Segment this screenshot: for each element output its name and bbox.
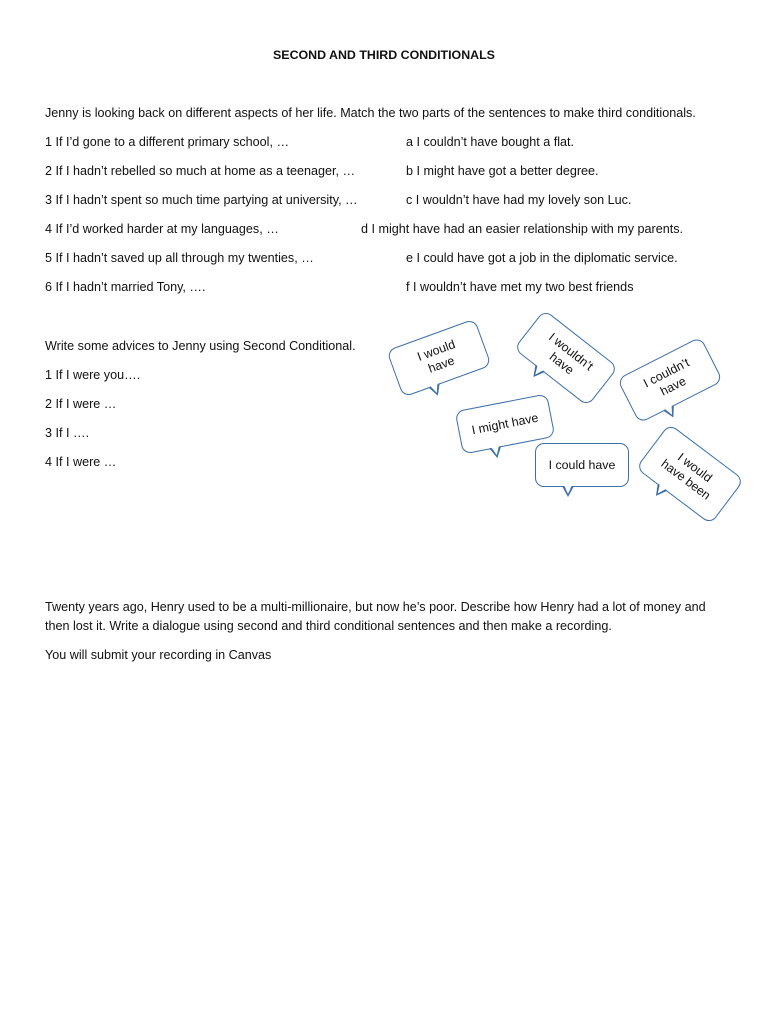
speech-bubble-couldnt-have — [617, 336, 723, 423]
speech-bubble-label: I couldn’t have — [641, 355, 692, 399]
exercise2-instructions: Write some advices to Jenny using Second Conditional. — [45, 339, 356, 353]
sentence-end-c: c I wouldn’t have had my lovely son Luc. — [406, 193, 632, 207]
speech-bubble-could-have — [535, 443, 629, 487]
sentence-start-6: 6 If I hadn’t married Tony, …. — [45, 280, 206, 294]
sentence-end-b: b I might have got a better degree. — [406, 164, 599, 178]
advice-item-4: 4 If I were … — [45, 455, 117, 469]
submission-note: You will submit your recording in Canvas — [45, 648, 272, 662]
exercise3-line1: Twenty years ago, Henry used to be a multi-millionaire, but now he’s poor. Describe how Henry had a lot of money and — [45, 600, 706, 614]
page-title: SECOND AND THIRD CONDITIONALS — [273, 48, 495, 62]
sentence-start-4: 4 If I’d worked harder at my languages, … — [45, 222, 279, 236]
sentence-end-a: a I couldn’t have bought a flat. — [406, 135, 575, 149]
sentence-start-3: 3 If I hadn’t spent so much time partying at university, … — [45, 193, 358, 207]
sentence-end-d: d I might have had an easier relationship with my parents. — [361, 222, 684, 236]
sentence-end-e: e I could have got a job in the diplomatic service. — [406, 251, 678, 265]
speech-bubble-label: I might have — [470, 410, 540, 437]
advice-item-2: 2 If I were … — [45, 397, 117, 411]
exercise3-line2: then lost it. Write a dialogue using second and third conditional sentences and then make a recording. — [45, 619, 612, 633]
speech-bubble-would-have-been — [636, 423, 745, 524]
advice-item-1: 1 If I were you…. — [45, 368, 141, 382]
speech-bubble-label: I would have — [415, 337, 458, 376]
sentence-start-1: 1 If I’d gone to a different primary school, … — [45, 135, 290, 149]
speech-bubble-label: I could have — [548, 457, 616, 472]
advice-item-3: 3 If I …. — [45, 426, 90, 440]
sentence-start-2: 2 If I hadn’t rebelled so much at home as a teenager, … — [45, 164, 356, 178]
speech-bubble-would-have — [386, 318, 491, 397]
speech-bubble-label: I wouldn’t have — [545, 330, 596, 378]
speech-bubble-label: I would have been — [658, 450, 715, 503]
sentence-start-5: 5 If I hadn’t saved up all through my twenties, … — [45, 251, 314, 265]
sentence-end-f: f I wouldn’t have met my two best friends — [406, 280, 634, 294]
exercise1-instructions: Jenny is looking back on different aspects of her life. Match the two parts of the sentences to make third conditionals. — [45, 106, 696, 120]
speech-bubble-wouldnt-have — [514, 309, 619, 406]
